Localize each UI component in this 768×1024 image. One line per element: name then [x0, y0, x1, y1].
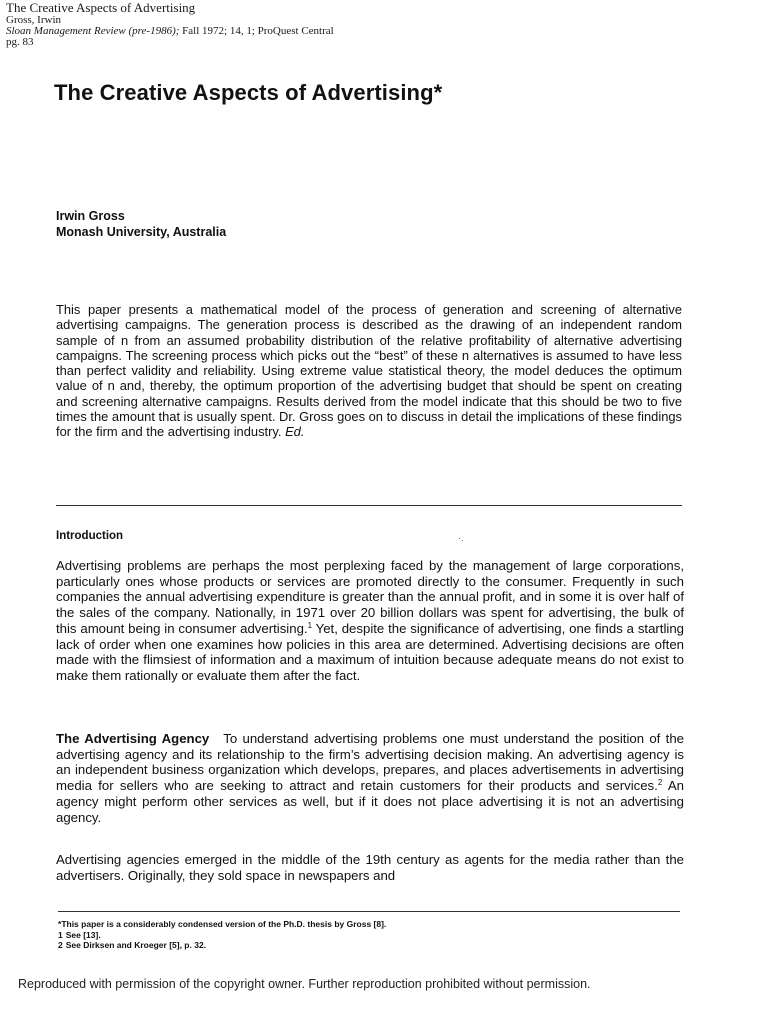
abstract — [56, 302, 682, 440]
author-name: Irwin Gross — [56, 209, 125, 223]
citation-journal: Sloan Management Review (pre-1986); — [6, 25, 180, 37]
body-paragraph-1 — [56, 558, 684, 684]
abstract-divider — [56, 505, 682, 506]
run-in-heading-advertising-agency: The Advertising Agency — [56, 731, 210, 746]
section-heading-introduction: Introduction — [56, 530, 124, 542]
footnote-1 — [58, 930, 386, 941]
footnote-ref-2: 2 — [657, 778, 663, 788]
citation-title: The Creative Aspects of Advertising — [6, 0, 196, 15]
abstract-editor-tag: Ed. — [285, 424, 305, 440]
footnote-divider — [58, 911, 680, 912]
article-title: The Creative Aspects of Advertising* — [54, 80, 443, 105]
footnote-2 — [58, 940, 386, 951]
author-block — [56, 208, 226, 240]
footnotes — [58, 919, 386, 951]
citation-page: pg. 83 — [6, 36, 34, 48]
stray-mark: ·. — [458, 533, 464, 543]
paragraph-1-text-a: Advertising problems are perhaps the most perplexing faced by the management of large corporations, particularly ones whose products or services are promoted directly to the consumer. Frequently in such companies the annual advertising expenditure is greater than the annual profit, and in some it is over half of the sales of the company. Nationally, in 1971 over 20 billion dollars was spent for advertising, the bulk of this amount being in consumer advertising. — [56, 558, 684, 636]
footnote-1-mark: 1 — [58, 929, 63, 940]
footnote-star-text: This paper is a considerably condensed version of the Ph.D. thesis by Gross [8]. — [61, 919, 387, 929]
footnote-star-mark: * — [58, 919, 62, 929]
footnote-2-mark: 2 — [58, 940, 63, 950]
citation-issue: Fall 1972; 14, 1; ProQuest Central — [179, 25, 334, 37]
citation-header — [6, 1, 706, 48]
paragraph-1-text-b: Yet, despite the significance of advertising, one finds a startling lack of order when one examines how policies in this area are determined. Advertising decisions are often made with the flimsiest of information and a maximum of intuition because adequate means do not exist to make them rationally or evaluate them after the fact. — [56, 620, 684, 683]
abstract-text: This paper presents a mathematical model of the process of generation and screening of alternative advertising campaigns. The generation process is described as the drawing of an independent random sample of n from an assumed probability distribution of the relative profitability of alternative advertising campaigns. The screening process which picks out the “best” of these n alternatives is assumed to have less than perfect validity and reliability. Using extreme value statistical theory, the model deduces the optimum value of n and, thereby, the optimum proportion of the advertising budget that should be spent on creating and screening alternative campaigns. Results derived from the model indicate that this should be two to five times the amount that is usually spent. Dr. Gross goes on to discuss in detail the implications of these findings for the firm and the advertising industry. — [56, 302, 682, 440]
paragraph-2-text-a: To understand advertising problems one must understand the position of the advertising agency and its relationship to the firm’s advertising decision making. An advertising agency is an independent business organization which develops, prepares, and places advertisements in advertising media for sellers who are seeking to attract and retain customers for their products and services. — [56, 731, 684, 794]
body-paragraph-3: Advertising agencies emerged in the middle of the 19th century as agents for the media rather than the advertisers. Originally, they sold space in newspapers and — [56, 852, 684, 883]
footnote-2-text: See Dirksen and Kroeger [5], p. 32. — [65, 940, 207, 950]
footnote-ref-1: 1 — [307, 620, 313, 630]
footnote-star — [58, 919, 386, 930]
footnote-1-text: See [13]. — [65, 929, 101, 940]
citation-source — [6, 26, 706, 37]
permission-notice: Reproduced with permission of the copyright owner. Further reproduction prohibited without permission. — [18, 977, 591, 991]
paragraph-2-text-b: An agency might perform other services as well, but if it does not place advertising it is not an advertising agency. — [56, 778, 684, 825]
citation-author: Gross, Irwin — [6, 14, 61, 26]
author-affiliation: Monash University, Australia — [56, 225, 227, 239]
body-paragraph-2 — [56, 731, 684, 825]
